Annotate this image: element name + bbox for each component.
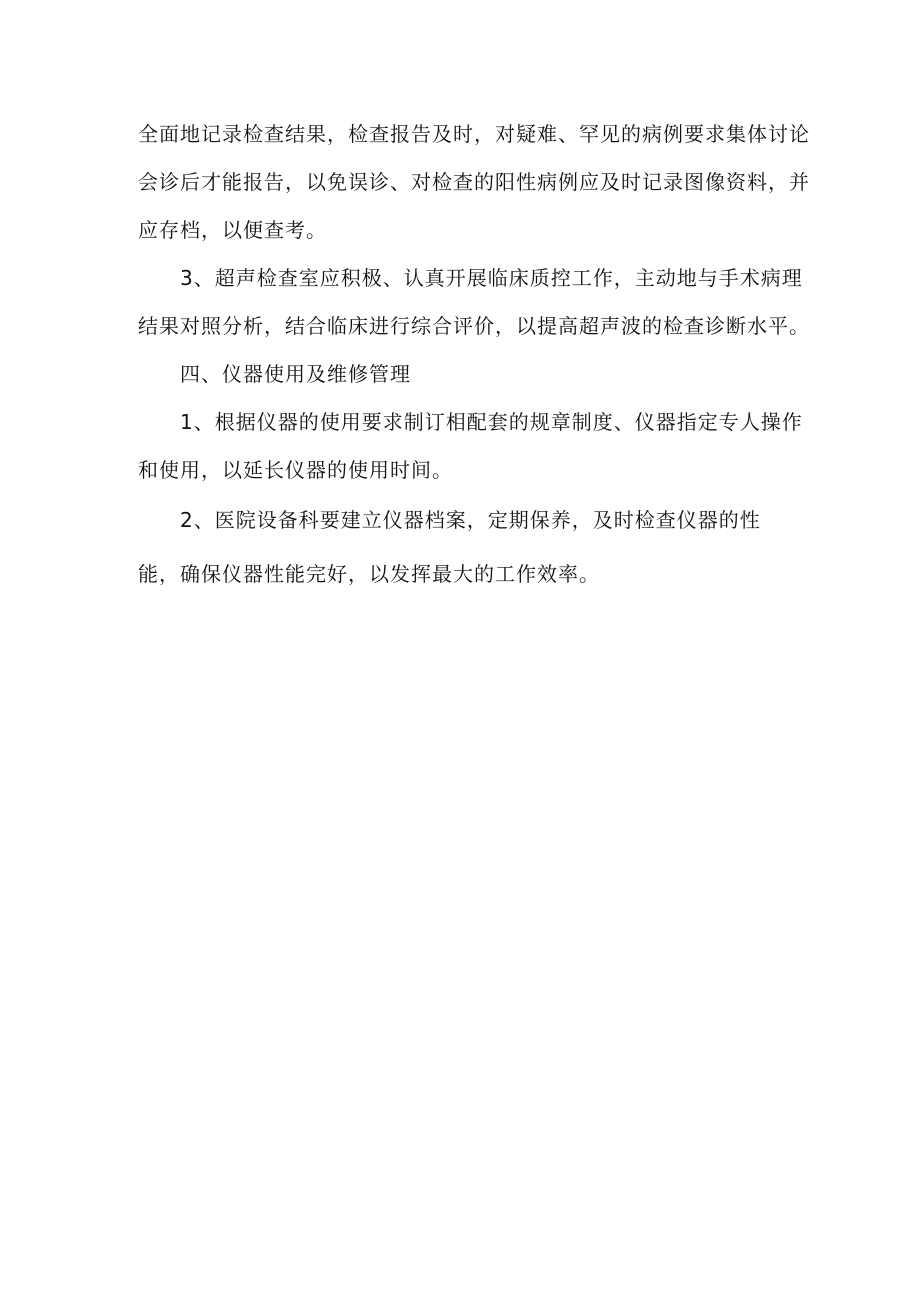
paragraph-line: 全面地记录检查结果，检查报告及时，对疑难、罕见的病例要求集体讨论 [138,122,810,146]
paragraph-line: 应存档，以便查考。 [138,218,327,242]
paragraph-line: 3、超声检查室应积极、认真开展临床质控工作，主动地与手术病理 [180,266,803,290]
paragraph-line: 1、根据仪器的使用要求制订相配套的规章制度、仪器指定专人操作 [180,410,803,434]
paragraph-line: 能，确保仪器性能完好，以发挥最大的工作效率。 [138,562,600,586]
paragraph-line: 2、医院设备科要建立仪器档案，定期保养，及时检查仪器的性 [180,508,761,532]
section-heading: 四、仪器使用及维修管理 [180,362,411,386]
paragraph-line: 结果对照分析，结合临床进行综合评价，以提高超声波的检查诊断水平。 [138,314,810,338]
paragraph-line: 和使用，以延长仪器的使用时间。 [138,458,453,482]
paragraph-line: 会诊后才能报告，以免误诊、对检查的阳性病例应及时记录图像资料，并 [138,170,810,194]
